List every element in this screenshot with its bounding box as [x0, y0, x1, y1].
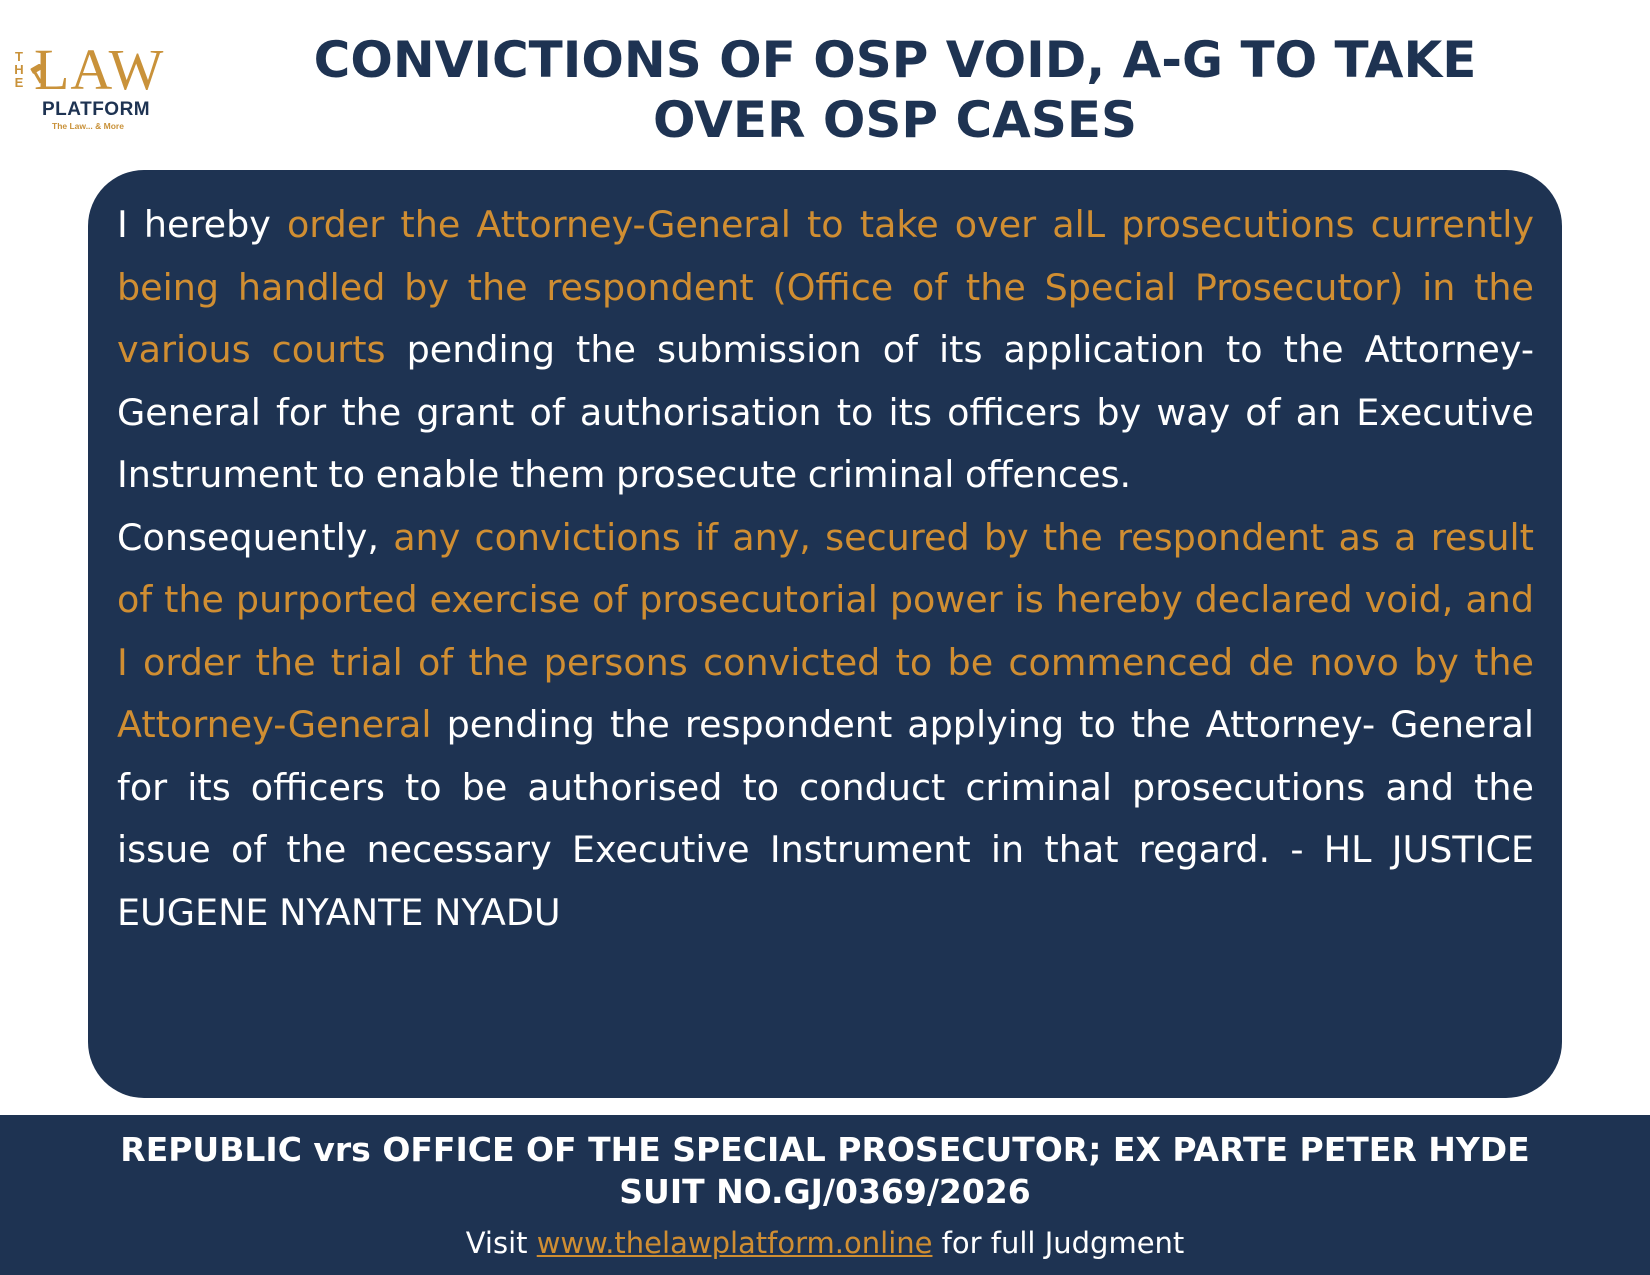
visit-line	[0, 1223, 1650, 1263]
quote-p1-plain-end: pending the submission of its application to the Attorney-General for the grant of authorisation to its officers by way of an Executive Instrument to enable them prosecute criminal offences.	[117, 328, 1534, 496]
quote-text	[117, 194, 1534, 944]
quote-card	[88, 170, 1562, 1098]
quote-p1-highlight: order the Attorney-General to take over alL prosecutions currently being handled by the respondent (Office of the Special Prosecutor) in the various courts	[117, 203, 1534, 371]
logo-platform-text: PLATFORM	[42, 99, 151, 120]
website-link[interactable]: www.thelawplatform.online	[536, 1226, 933, 1260]
visit-suffix: for full Judgment	[932, 1226, 1185, 1260]
quote-p2-plain-end: pending the respondent applying to the Attorney- General for its officers to be authorised to conduct criminal prosecutions and the issue of the necessary Executive Instrument in that regard. - HL JUSTICE EUGENE NYANTE NYADU	[117, 703, 1534, 934]
suit-number: SUIT NO.GJ/0369/2026	[619, 1172, 1031, 1211]
footer-banner	[0, 1115, 1650, 1275]
quote-p1-plain-start: I hereby	[117, 203, 287, 246]
logo-tagline: The Law... & More	[52, 121, 124, 131]
quote-p2-highlight: any convictions if any, secured by the respondent as a result of the purported exercise of prosecutorial power is hereby declared void, and I order the trial of the persons convicted to be commenced de novo by the Attorney-General	[117, 515, 1534, 746]
visit-prefix: Visit	[465, 1226, 537, 1260]
quote-p2-plain-start: Consequently,	[117, 515, 394, 559]
page-title: CONVICTIONS OF OSP VOID, A-G TO TAKE OVER OSP CASES	[313, 31, 1477, 149]
logo-the-text: T H E	[14, 49, 24, 90]
case-name: REPUBLIC vrs OFFICE OF THE SPECIAL PROSECUTOR; EX PARTE PETER HYDE	[120, 1130, 1530, 1169]
logo-law-text: LAW	[34, 37, 165, 102]
brand-logo	[10, 37, 170, 134]
